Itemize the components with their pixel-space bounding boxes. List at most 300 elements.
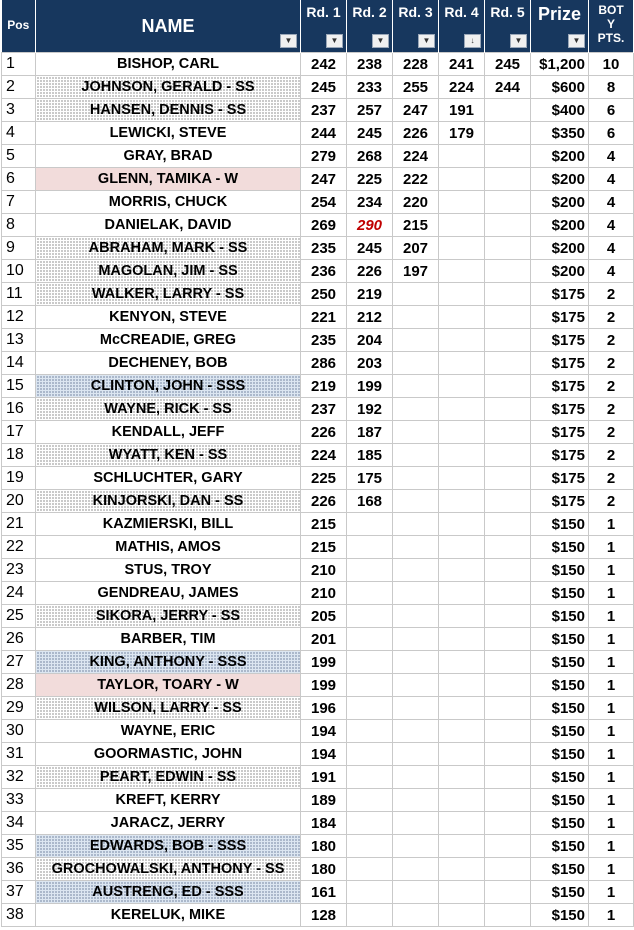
pos-cell[interactable]: 25 (2, 605, 36, 628)
round-5-score-cell[interactable] (485, 168, 531, 191)
table-row[interactable] (2, 99, 634, 122)
round-5-score-cell[interactable] (485, 260, 531, 283)
pos-cell[interactable]: 1 (2, 53, 36, 76)
pos-cell[interactable]: 35 (2, 835, 36, 858)
round-1-score-cell[interactable]: 245 (301, 76, 347, 99)
boty-points-cell[interactable]: 8 (589, 76, 634, 99)
round-3-score-cell[interactable] (393, 605, 439, 628)
round-3-score-cell[interactable] (393, 835, 439, 858)
prize-cell[interactable]: $200 (531, 260, 589, 283)
round-2-score-cell[interactable]: 175 (347, 467, 393, 490)
round-3-score-cell[interactable] (393, 444, 439, 467)
boty-points-cell[interactable]: 6 (589, 122, 634, 145)
round-2-score-cell[interactable] (347, 651, 393, 674)
boty-points-cell[interactable]: 2 (589, 490, 634, 513)
round-1-score-cell[interactable]: 226 (301, 490, 347, 513)
boty-points-cell[interactable]: 1 (589, 605, 634, 628)
pos-cell[interactable]: 6 (2, 168, 36, 191)
boty-points-cell[interactable]: 1 (589, 835, 634, 858)
prize-cell[interactable]: $175 (531, 375, 589, 398)
round-5-score-cell[interactable] (485, 766, 531, 789)
name-cell[interactable]: STUS, TROY (36, 559, 301, 582)
table-row[interactable] (2, 536, 634, 559)
boty-points-cell[interactable]: 1 (589, 651, 634, 674)
pos-cell[interactable]: 10 (2, 260, 36, 283)
sort-dropdown-rd4[interactable]: ↓ (464, 34, 481, 48)
table-row[interactable] (2, 145, 634, 168)
round-5-score-cell[interactable] (485, 329, 531, 352)
pos-cell[interactable]: 26 (2, 628, 36, 651)
prize-cell[interactable]: $175 (531, 490, 589, 513)
round-3-score-cell[interactable] (393, 881, 439, 904)
boty-points-cell[interactable]: 2 (589, 329, 634, 352)
round-3-score-cell[interactable] (393, 329, 439, 352)
boty-points-cell[interactable]: 1 (589, 812, 634, 835)
pos-cell[interactable]: 7 (2, 191, 36, 214)
round-4-score-cell[interactable] (439, 421, 485, 444)
table-row[interactable] (2, 582, 634, 605)
round-3-score-cell[interactable] (393, 375, 439, 398)
round-3-score-cell[interactable] (393, 398, 439, 421)
round-4-score-cell[interactable] (439, 697, 485, 720)
round-1-score-cell[interactable]: 226 (301, 421, 347, 444)
name-cell[interactable]: KING, ANTHONY - SSS (36, 651, 301, 674)
prize-cell[interactable]: $200 (531, 145, 589, 168)
round-5-score-cell[interactable] (485, 99, 531, 122)
table-row[interactable] (2, 674, 634, 697)
round-4-score-cell[interactable] (439, 881, 485, 904)
prize-cell[interactable]: $150 (531, 513, 589, 536)
round-3-score-cell[interactable]: 215 (393, 214, 439, 237)
name-cell[interactable]: KREFT, KERRY (36, 789, 301, 812)
table-row[interactable] (2, 720, 634, 743)
round-4-score-cell[interactable] (439, 306, 485, 329)
prize-cell[interactable]: $175 (531, 352, 589, 375)
table-row[interactable] (2, 904, 634, 927)
round-1-score-cell[interactable]: 235 (301, 237, 347, 260)
round-1-score-cell[interactable]: 199 (301, 651, 347, 674)
filter-dropdown-prize[interactable]: ▼ (568, 34, 585, 48)
round-1-score-cell[interactable]: 215 (301, 513, 347, 536)
pos-cell[interactable]: 28 (2, 674, 36, 697)
round-3-score-cell[interactable]: 255 (393, 76, 439, 99)
pos-cell[interactable]: 32 (2, 766, 36, 789)
name-cell[interactable]: GLENN, TAMIKA - W (36, 168, 301, 191)
round-2-score-cell[interactable]: 187 (347, 421, 393, 444)
table-row[interactable] (2, 53, 634, 76)
name-cell[interactable]: KAZMIERSKI, BILL (36, 513, 301, 536)
round-4-score-cell[interactable]: 224 (439, 76, 485, 99)
round-5-score-cell[interactable] (485, 467, 531, 490)
boty-points-cell[interactable]: 2 (589, 421, 634, 444)
round-4-score-cell[interactable] (439, 513, 485, 536)
round-3-score-cell[interactable] (393, 467, 439, 490)
boty-points-cell[interactable]: 1 (589, 743, 634, 766)
round-4-score-cell[interactable] (439, 559, 485, 582)
pos-cell[interactable]: 16 (2, 398, 36, 421)
round-5-score-cell[interactable] (485, 352, 531, 375)
round-2-score-cell[interactable] (347, 904, 393, 927)
round-5-score-cell[interactable] (485, 375, 531, 398)
round-2-score-cell[interactable]: 192 (347, 398, 393, 421)
boty-points-cell[interactable]: 1 (589, 881, 634, 904)
round-5-score-cell[interactable] (485, 191, 531, 214)
round-3-score-cell[interactable] (393, 720, 439, 743)
round-3-score-cell[interactable] (393, 421, 439, 444)
name-cell[interactable]: LEWICKI, STEVE (36, 122, 301, 145)
table-row[interactable] (2, 766, 634, 789)
pos-cell[interactable]: 9 (2, 237, 36, 260)
boty-points-cell[interactable]: 1 (589, 674, 634, 697)
round-3-score-cell[interactable] (393, 306, 439, 329)
round-3-score-cell[interactable] (393, 651, 439, 674)
round-5-score-cell[interactable] (485, 559, 531, 582)
round-4-score-cell[interactable] (439, 260, 485, 283)
pos-cell[interactable]: 38 (2, 904, 36, 927)
pos-cell[interactable]: 30 (2, 720, 36, 743)
name-cell[interactable]: BARBER, TIM (36, 628, 301, 651)
table-row[interactable] (2, 306, 634, 329)
table-row[interactable] (2, 490, 634, 513)
prize-cell[interactable]: $150 (531, 743, 589, 766)
prize-cell[interactable]: $200 (531, 191, 589, 214)
round-4-score-cell[interactable] (439, 743, 485, 766)
round-2-score-cell[interactable]: 245 (347, 122, 393, 145)
round-5-score-cell[interactable] (485, 651, 531, 674)
round-5-score-cell[interactable]: 244 (485, 76, 531, 99)
table-row[interactable] (2, 122, 634, 145)
round-2-score-cell[interactable] (347, 766, 393, 789)
round-3-score-cell[interactable]: 220 (393, 191, 439, 214)
round-5-score-cell[interactable] (485, 674, 531, 697)
pos-cell[interactable]: 18 (2, 444, 36, 467)
round-4-score-cell[interactable] (439, 674, 485, 697)
round-2-score-cell[interactable]: 204 (347, 329, 393, 352)
round-1-score-cell[interactable]: 237 (301, 398, 347, 421)
round-4-score-cell[interactable] (439, 904, 485, 927)
boty-points-cell[interactable]: 1 (589, 858, 634, 881)
name-cell[interactable]: DECHENEY, BOB (36, 352, 301, 375)
name-cell[interactable]: KINJORSKI, DAN - SS (36, 490, 301, 513)
round-5-score-cell[interactable] (485, 789, 531, 812)
pos-cell[interactable]: 2 (2, 76, 36, 99)
table-row[interactable] (2, 513, 634, 536)
round-2-score-cell[interactable] (347, 513, 393, 536)
name-cell[interactable]: WAYNE, RICK - SS (36, 398, 301, 421)
round-1-score-cell[interactable]: 235 (301, 329, 347, 352)
table-row[interactable] (2, 697, 634, 720)
round-2-score-cell[interactable]: 203 (347, 352, 393, 375)
pos-cell[interactable]: 34 (2, 812, 36, 835)
prize-cell[interactable]: $150 (531, 628, 589, 651)
round-5-score-cell[interactable] (485, 283, 531, 306)
round-5-score-cell[interactable] (485, 122, 531, 145)
boty-points-cell[interactable]: 4 (589, 237, 634, 260)
round-1-score-cell[interactable]: 215 (301, 536, 347, 559)
table-row[interactable] (2, 789, 634, 812)
round-4-score-cell[interactable] (439, 720, 485, 743)
prize-cell[interactable]: $150 (531, 904, 589, 927)
round-4-score-cell[interactable] (439, 283, 485, 306)
round-5-score-cell[interactable]: 245 (485, 53, 531, 76)
round-5-score-cell[interactable] (485, 628, 531, 651)
round-1-score-cell[interactable]: 161 (301, 881, 347, 904)
boty-points-cell[interactable]: 10 (589, 53, 634, 76)
round-4-score-cell[interactable] (439, 214, 485, 237)
round-1-score-cell[interactable]: 269 (301, 214, 347, 237)
table-row[interactable] (2, 168, 634, 191)
table-row[interactable] (2, 329, 634, 352)
pos-cell[interactable]: 21 (2, 513, 36, 536)
name-cell[interactable]: CLINTON, JOHN - SSS (36, 375, 301, 398)
name-cell[interactable]: JOHNSON, GERALD - SS (36, 76, 301, 99)
round-1-score-cell[interactable]: 191 (301, 766, 347, 789)
round-1-score-cell[interactable]: 236 (301, 260, 347, 283)
boty-points-cell[interactable]: 2 (589, 306, 634, 329)
name-cell[interactable]: GENDREAU, JAMES (36, 582, 301, 605)
pos-cell[interactable]: 13 (2, 329, 36, 352)
boty-points-cell[interactable]: 1 (589, 789, 634, 812)
round-2-score-cell[interactable] (347, 697, 393, 720)
pos-cell[interactable]: 36 (2, 858, 36, 881)
name-cell[interactable]: McCREADIE, GREG (36, 329, 301, 352)
name-cell[interactable]: WALKER, LARRY - SS (36, 283, 301, 306)
boty-points-cell[interactable]: 2 (589, 375, 634, 398)
round-5-score-cell[interactable] (485, 904, 531, 927)
pos-cell[interactable]: 8 (2, 214, 36, 237)
round-1-score-cell[interactable]: 244 (301, 122, 347, 145)
pos-cell[interactable]: 19 (2, 467, 36, 490)
table-row[interactable] (2, 283, 634, 306)
round-5-score-cell[interactable] (485, 490, 531, 513)
round-5-score-cell[interactable] (485, 214, 531, 237)
round-1-score-cell[interactable]: 210 (301, 559, 347, 582)
boty-points-cell[interactable]: 1 (589, 720, 634, 743)
pos-cell[interactable]: 23 (2, 559, 36, 582)
round-5-score-cell[interactable] (485, 306, 531, 329)
pos-cell[interactable]: 22 (2, 536, 36, 559)
table-row[interactable] (2, 191, 634, 214)
pos-cell[interactable]: 3 (2, 99, 36, 122)
prize-cell[interactable]: $200 (531, 237, 589, 260)
round-1-score-cell[interactable]: 237 (301, 99, 347, 122)
pos-cell[interactable]: 4 (2, 122, 36, 145)
name-cell[interactable]: MATHIS, AMOS (36, 536, 301, 559)
table-row[interactable] (2, 559, 634, 582)
round-5-score-cell[interactable] (485, 582, 531, 605)
boty-points-cell[interactable]: 2 (589, 398, 634, 421)
round-4-score-cell[interactable] (439, 789, 485, 812)
name-cell[interactable]: GROCHOWALSKI, ANTHONY - SS (36, 858, 301, 881)
boty-points-cell[interactable]: 4 (589, 260, 634, 283)
round-1-score-cell[interactable]: 224 (301, 444, 347, 467)
round-1-score-cell[interactable]: 189 (301, 789, 347, 812)
round-1-score-cell[interactable]: 279 (301, 145, 347, 168)
prize-cell[interactable]: $175 (531, 283, 589, 306)
round-3-score-cell[interactable] (393, 283, 439, 306)
pos-cell[interactable]: 24 (2, 582, 36, 605)
round-2-score-cell[interactable] (347, 582, 393, 605)
prize-cell[interactable]: $175 (531, 444, 589, 467)
prize-cell[interactable]: $150 (531, 582, 589, 605)
boty-points-cell[interactable]: 2 (589, 283, 634, 306)
name-cell[interactable]: BISHOP, CARL (36, 53, 301, 76)
round-3-score-cell[interactable] (393, 858, 439, 881)
round-4-score-cell[interactable] (439, 329, 485, 352)
table-row[interactable] (2, 421, 634, 444)
round-2-score-cell[interactable] (347, 858, 393, 881)
name-cell[interactable]: SCHLUCHTER, GARY (36, 467, 301, 490)
round-2-score-cell[interactable]: 245 (347, 237, 393, 260)
prize-cell[interactable]: $150 (531, 559, 589, 582)
round-3-score-cell[interactable] (393, 697, 439, 720)
round-4-score-cell[interactable] (439, 145, 485, 168)
round-3-score-cell[interactable] (393, 536, 439, 559)
round-3-score-cell[interactable] (393, 559, 439, 582)
name-cell[interactable]: WYATT, KEN - SS (36, 444, 301, 467)
pos-cell[interactable]: 33 (2, 789, 36, 812)
round-4-score-cell[interactable] (439, 766, 485, 789)
round-2-score-cell[interactable]: 219 (347, 283, 393, 306)
round-4-score-cell[interactable] (439, 237, 485, 260)
round-4-score-cell[interactable] (439, 628, 485, 651)
round-1-score-cell[interactable]: 184 (301, 812, 347, 835)
pos-cell[interactable]: 5 (2, 145, 36, 168)
prize-cell[interactable]: $600 (531, 76, 589, 99)
filter-dropdown-rd2[interactable]: ▼ (372, 34, 389, 48)
round-4-score-cell[interactable]: 179 (439, 122, 485, 145)
round-2-score-cell[interactable]: 225 (347, 168, 393, 191)
boty-points-cell[interactable]: 1 (589, 628, 634, 651)
round-1-score-cell[interactable]: 210 (301, 582, 347, 605)
prize-cell[interactable]: $175 (531, 467, 589, 490)
round-2-score-cell[interactable] (347, 743, 393, 766)
round-5-score-cell[interactable] (485, 858, 531, 881)
boty-points-cell[interactable]: 1 (589, 766, 634, 789)
filter-dropdown-rd3[interactable]: ▼ (418, 34, 435, 48)
round-4-score-cell[interactable] (439, 858, 485, 881)
round-1-score-cell[interactable]: 286 (301, 352, 347, 375)
round-3-score-cell[interactable] (393, 789, 439, 812)
prize-cell[interactable]: $200 (531, 214, 589, 237)
name-cell[interactable]: HANSEN, DENNIS - SS (36, 99, 301, 122)
name-cell[interactable]: KENYON, STEVE (36, 306, 301, 329)
prize-cell[interactable]: $150 (531, 697, 589, 720)
round-2-score-cell[interactable] (347, 536, 393, 559)
prize-cell[interactable]: $175 (531, 421, 589, 444)
round-4-score-cell[interactable]: 241 (439, 53, 485, 76)
filter-dropdown-name[interactable]: ▼ (280, 34, 297, 48)
round-2-score-cell[interactable]: 168 (347, 490, 393, 513)
round-3-score-cell[interactable] (393, 674, 439, 697)
prize-cell[interactable]: $350 (531, 122, 589, 145)
round-3-score-cell[interactable]: 207 (393, 237, 439, 260)
name-cell[interactable]: GOORMASTIC, JOHN (36, 743, 301, 766)
name-cell[interactable]: GRAY, BRAD (36, 145, 301, 168)
prize-cell[interactable]: $200 (531, 168, 589, 191)
round-3-score-cell[interactable] (393, 628, 439, 651)
pos-cell[interactable]: 17 (2, 421, 36, 444)
prize-cell[interactable]: $150 (531, 835, 589, 858)
round-1-score-cell[interactable]: 225 (301, 467, 347, 490)
pos-cell[interactable]: 15 (2, 375, 36, 398)
boty-points-cell[interactable]: 2 (589, 444, 634, 467)
round-2-score-cell[interactable] (347, 559, 393, 582)
pos-cell[interactable]: 37 (2, 881, 36, 904)
name-cell[interactable]: TAYLOR, TOARY - W (36, 674, 301, 697)
pos-cell[interactable]: 14 (2, 352, 36, 375)
table-row[interactable] (2, 352, 634, 375)
round-3-score-cell[interactable]: 222 (393, 168, 439, 191)
round-3-score-cell[interactable] (393, 812, 439, 835)
round-1-score-cell[interactable]: 128 (301, 904, 347, 927)
prize-cell[interactable]: $150 (531, 720, 589, 743)
name-cell[interactable]: EDWARDS, BOB - SSS (36, 835, 301, 858)
table-row[interactable] (2, 444, 634, 467)
round-5-score-cell[interactable] (485, 835, 531, 858)
round-5-score-cell[interactable] (485, 444, 531, 467)
round-3-score-cell[interactable]: 226 (393, 122, 439, 145)
prize-cell[interactable]: $150 (531, 536, 589, 559)
name-cell[interactable]: AUSTRENG, ED - SSS (36, 881, 301, 904)
round-2-score-cell[interactable] (347, 628, 393, 651)
round-5-score-cell[interactable] (485, 237, 531, 260)
boty-points-cell[interactable]: 6 (589, 99, 634, 122)
filter-dropdown-rd5[interactable]: ▼ (510, 34, 527, 48)
pos-cell[interactable]: 27 (2, 651, 36, 674)
round-1-score-cell[interactable]: 221 (301, 306, 347, 329)
prize-cell[interactable]: $175 (531, 398, 589, 421)
name-cell[interactable]: WILSON, LARRY - SS (36, 697, 301, 720)
round-4-score-cell[interactable]: 191 (439, 99, 485, 122)
boty-points-cell[interactable]: 4 (589, 214, 634, 237)
round-3-score-cell[interactable] (393, 904, 439, 927)
prize-cell[interactable]: $1,200 (531, 53, 589, 76)
round-3-score-cell[interactable]: 224 (393, 145, 439, 168)
round-1-score-cell[interactable]: 205 (301, 605, 347, 628)
name-cell[interactable]: WAYNE, ERIC (36, 720, 301, 743)
round-5-score-cell[interactable] (485, 881, 531, 904)
pos-cell[interactable]: 20 (2, 490, 36, 513)
boty-points-cell[interactable]: 2 (589, 467, 634, 490)
round-4-score-cell[interactable] (439, 398, 485, 421)
prize-cell[interactable]: $150 (531, 605, 589, 628)
round-4-score-cell[interactable] (439, 490, 485, 513)
round-2-score-cell[interactable] (347, 674, 393, 697)
prize-cell[interactable]: $175 (531, 306, 589, 329)
name-cell[interactable]: MAGOLAN, JIM - SS (36, 260, 301, 283)
round-4-score-cell[interactable] (439, 835, 485, 858)
round-3-score-cell[interactable]: 247 (393, 99, 439, 122)
round-4-score-cell[interactable] (439, 375, 485, 398)
prize-cell[interactable]: $175 (531, 329, 589, 352)
round-4-score-cell[interactable] (439, 651, 485, 674)
round-2-score-cell[interactable] (347, 605, 393, 628)
table-row[interactable] (2, 260, 634, 283)
pos-cell[interactable]: 31 (2, 743, 36, 766)
round-2-score-cell[interactable] (347, 720, 393, 743)
round-2-score-cell[interactable]: 226 (347, 260, 393, 283)
boty-points-cell[interactable]: 2 (589, 352, 634, 375)
round-2-score-cell[interactable] (347, 812, 393, 835)
round-2-score-cell[interactable]: 290 (347, 214, 393, 237)
table-row[interactable] (2, 628, 634, 651)
boty-points-cell[interactable]: 1 (589, 536, 634, 559)
name-cell[interactable]: JARACZ, JERRY (36, 812, 301, 835)
round-5-score-cell[interactable] (485, 812, 531, 835)
round-2-score-cell[interactable]: 238 (347, 53, 393, 76)
round-4-score-cell[interactable] (439, 168, 485, 191)
